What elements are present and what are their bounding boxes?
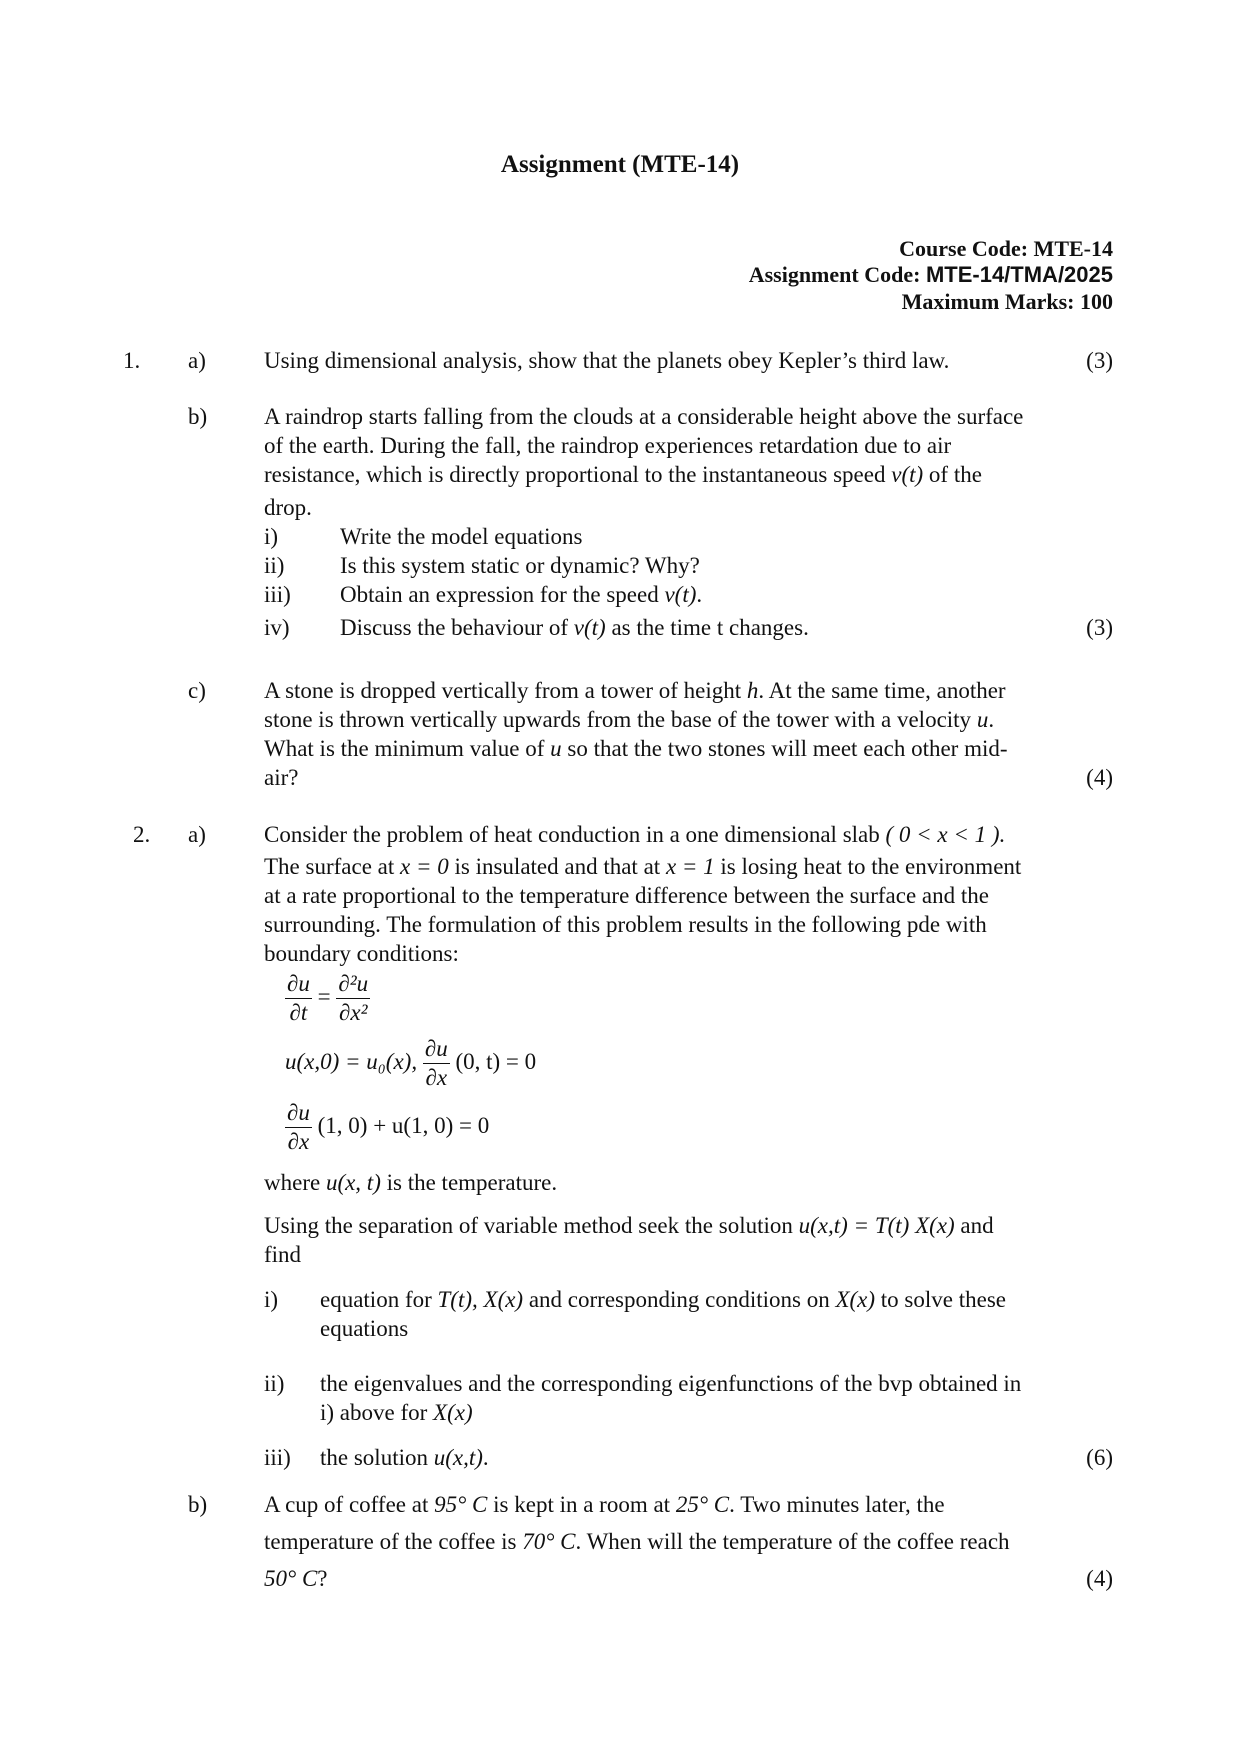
q2a-domain-math: ( 0 < x < 1 ). (885, 822, 1006, 847)
q1c-line4: air? (264, 765, 299, 790)
q2a-item-ii-text: i) above for (320, 1400, 428, 1425)
q1b-line1: A raindrop starts falling from the clouds at a considerable height above the surface (264, 404, 1024, 429)
bc2-denominator: ∂x (287, 1129, 310, 1154)
q2a-item-iii-tail: . (482, 1445, 489, 1470)
maximum-marks: Maximum Marks: 100 (901, 289, 1113, 314)
bc1-numerator: ∂u (423, 1035, 450, 1064)
q2b-label: b) (188, 1492, 208, 1517)
bc1-fraction (423, 1035, 450, 1092)
q1b-marks: (3) (1086, 615, 1113, 640)
q2b-line3 (264, 1564, 1114, 1593)
q2a-line2-text: The surface at (264, 854, 395, 879)
q2a-item-iii-line1 (320, 1443, 1115, 1472)
q2a-item-i-line1 (320, 1285, 1115, 1314)
q2b-line1 (264, 1490, 1114, 1519)
pde-lhs-denominator: ∂t (289, 1000, 308, 1025)
q2b-line2-text: temperature of the coffee is (264, 1529, 517, 1554)
q2b-line1-text: A cup of coffee at (264, 1492, 429, 1517)
q1b-item-iii-math: v(t) (664, 582, 697, 607)
q2b-line2 (264, 1527, 1114, 1556)
q1c-line3-text: What is the minimum value of (264, 736, 545, 761)
q1b-item-i-text: Write the model equations (340, 524, 583, 549)
q2a-where-line (264, 1168, 1114, 1197)
q1b-line3-tail: of the (928, 462, 982, 487)
q1c-line1-tail: . At the same time, another (758, 678, 1006, 703)
bc2-fraction (285, 1099, 312, 1156)
q1b-item-iii-body: Obtain an expression for the speed (340, 582, 659, 607)
q1b-speed-symbol: v(t) (891, 462, 924, 487)
question-2-number: 2. (133, 822, 151, 847)
q2a-line2-mid: is insulated and that at (454, 854, 661, 879)
q2a-sep-line (264, 1211, 1114, 1240)
q1a-label: a) (188, 348, 206, 373)
pde-rhs-fraction (336, 970, 370, 1027)
bc1-tail: (0, t) = 0 (455, 1048, 537, 1074)
q2a-line5: boundary conditions: (264, 941, 459, 966)
page-title: Assignment (MTE-14) (500, 151, 740, 178)
q2a-item-i-tail: to solve these (880, 1287, 1006, 1312)
q1c-line2-tail: . (988, 707, 995, 732)
q1c-line1-text: A stone is dropped vertically from a tower of height (264, 678, 742, 703)
q2a-item-i-math2: X(x) (835, 1287, 876, 1312)
q1b-item-iv-text (340, 613, 809, 642)
q1b-line3-text: resistance, which is directly proportional to the instantaneous speed (264, 462, 886, 487)
q2b-line3-tail: ? (317, 1566, 328, 1591)
assignment-code-value: MTE-14/TMA/2025 (925, 262, 1113, 287)
q2a-item-iii-math: u(x,t) (433, 1445, 483, 1470)
assignment-code (749, 260, 1113, 289)
q2a-item-iii-text: the solution (320, 1445, 428, 1470)
pde-lhs-numerator: ∂u (285, 970, 312, 999)
q2a-item-ii-num: ii) (264, 1371, 285, 1396)
q1c-height-symbol: h (746, 678, 759, 703)
q1a-marks: (3) (1086, 348, 1113, 373)
pde-equation (285, 970, 370, 1027)
q1c-line2-text: stone is thrown vertically upwards from the base of the tower with a velocity (264, 707, 972, 732)
q2a-where-tail: is the temperature. (386, 1170, 558, 1195)
q2a-where-math: u(x, t) (325, 1170, 381, 1195)
bc2-numerator: ∂u (285, 1099, 312, 1128)
q1c-line1 (264, 676, 1114, 705)
q1b-line2: of the earth. During the fall, the raindrop experiences retardation due to air (264, 433, 952, 458)
q2a-item-ii-math: X(x) (433, 1400, 473, 1425)
course-code: Course Code: MTE-14 (899, 236, 1113, 261)
q1b-item-iv-body: Discuss the behaviour of (340, 615, 569, 640)
q2a-find: find (264, 1242, 302, 1267)
q1b-item-iii-tail: . (696, 582, 703, 607)
pde-equals: = (317, 983, 331, 1009)
q2b-line2-tail: . When will the temperature of the coffee reach (575, 1529, 1010, 1554)
q1b-item-iv-tail: as the time t changes. (611, 615, 809, 640)
q2a-sep-tail: and (960, 1213, 994, 1238)
q2a-line3: at a rate proportional to the temperature difference between the surface and the (264, 883, 989, 908)
q1b-item-i-num: i) (264, 524, 279, 549)
q2a-marks: (6) (1086, 1445, 1113, 1470)
q2a-item-ii-line1: the eigenvalues and the corresponding eigenfunctions of the bvp obtained in (320, 1371, 1022, 1396)
assignment-code-label: Assignment Code: (748, 262, 921, 287)
q1c-line3 (264, 734, 1114, 763)
q2a-item-i-num: i) (264, 1287, 279, 1312)
q2b-line1-mid: is kept in a room at (493, 1492, 671, 1517)
pde-rhs-denominator: ∂x² (339, 1000, 368, 1025)
q2a-line2-tail: is losing heat to the environment (720, 854, 1022, 879)
pde-lhs-fraction (285, 970, 312, 1027)
pde-rhs-numerator: ∂²u (336, 970, 370, 999)
bc2-tail: (1, 0) + u(1, 0) = 0 (317, 1112, 490, 1138)
q2b-line1-tail: . Two minutes later, the (729, 1492, 945, 1517)
q2a-x1-math: x = 1 (665, 854, 715, 879)
q2a-item-i-line2: equations (320, 1316, 409, 1341)
q2b-marks: (4) (1086, 1566, 1113, 1591)
q1b-item-ii-text: Is this system static or dynamic? Why? (340, 553, 700, 578)
q2a-line2 (264, 852, 1114, 881)
q2b-temp-25: 25° C (675, 1492, 730, 1517)
question-1-number: 1. (123, 348, 141, 373)
q2a-sep-text: Using the separation of variable method seek the solution (264, 1213, 793, 1238)
q1c-velocity-symbol: u (976, 707, 989, 732)
q2a-line4: surrounding. The formulation of this problem results in the following pde with (264, 912, 987, 937)
q1c-marks: (4) (1086, 765, 1113, 790)
q1b-item-ii-num: ii) (264, 553, 285, 578)
q2a-line1-text: Consider the problem of heat conduction in a one dimensional slab (264, 822, 880, 847)
q1a-text: Using dimensional analysis, show that the planets obey Kepler’s third law. (264, 348, 950, 373)
q1c-line2 (264, 705, 1114, 734)
q1c-line3-tail: so that the two stones will meet each other mid- (567, 736, 1008, 761)
q2a-line1 (264, 820, 1114, 849)
q1b-item-iv-math: v(t) (573, 615, 606, 640)
q1b-item-iv-num: iv) (264, 615, 290, 640)
q2a-item-i-text: equation for (320, 1287, 432, 1312)
q1c-u-symbol: u (550, 736, 562, 761)
q2b-temp-70: 70° C (522, 1529, 576, 1554)
q2b-temp-95: 95° C (434, 1492, 488, 1517)
q1c-label: c) (188, 678, 206, 703)
initial-condition-equation (285, 1035, 536, 1092)
q2b-temp-50: 50° C (264, 1566, 318, 1591)
q2a-sep-math: u(x,t) = T(t) X(x) (798, 1213, 955, 1238)
q2a-item-ii-line2 (320, 1398, 1115, 1427)
q1b-line4: drop. (264, 495, 312, 520)
q2a-item-i-mid: and corresponding conditions on (528, 1287, 830, 1312)
q1b-item-iii-num: iii) (264, 582, 291, 607)
q2a-x0-math: x = 0 (400, 854, 449, 879)
q1b-label: b) (188, 404, 208, 429)
q2a-label: a) (188, 822, 206, 847)
bc1-denominator: ∂x (425, 1065, 448, 1090)
initial-condition-text: u(x,0) = u₀(x), (285, 1048, 418, 1074)
q1b-line3 (264, 460, 1114, 489)
boundary-condition-equation (285, 1099, 489, 1156)
q2a-item-i-math1: T(t), X(x) (437, 1287, 524, 1312)
q2a-where-text: where (264, 1170, 321, 1195)
q2a-item-iii-num: iii) (264, 1445, 291, 1470)
q1b-item-iii-text (340, 580, 702, 609)
